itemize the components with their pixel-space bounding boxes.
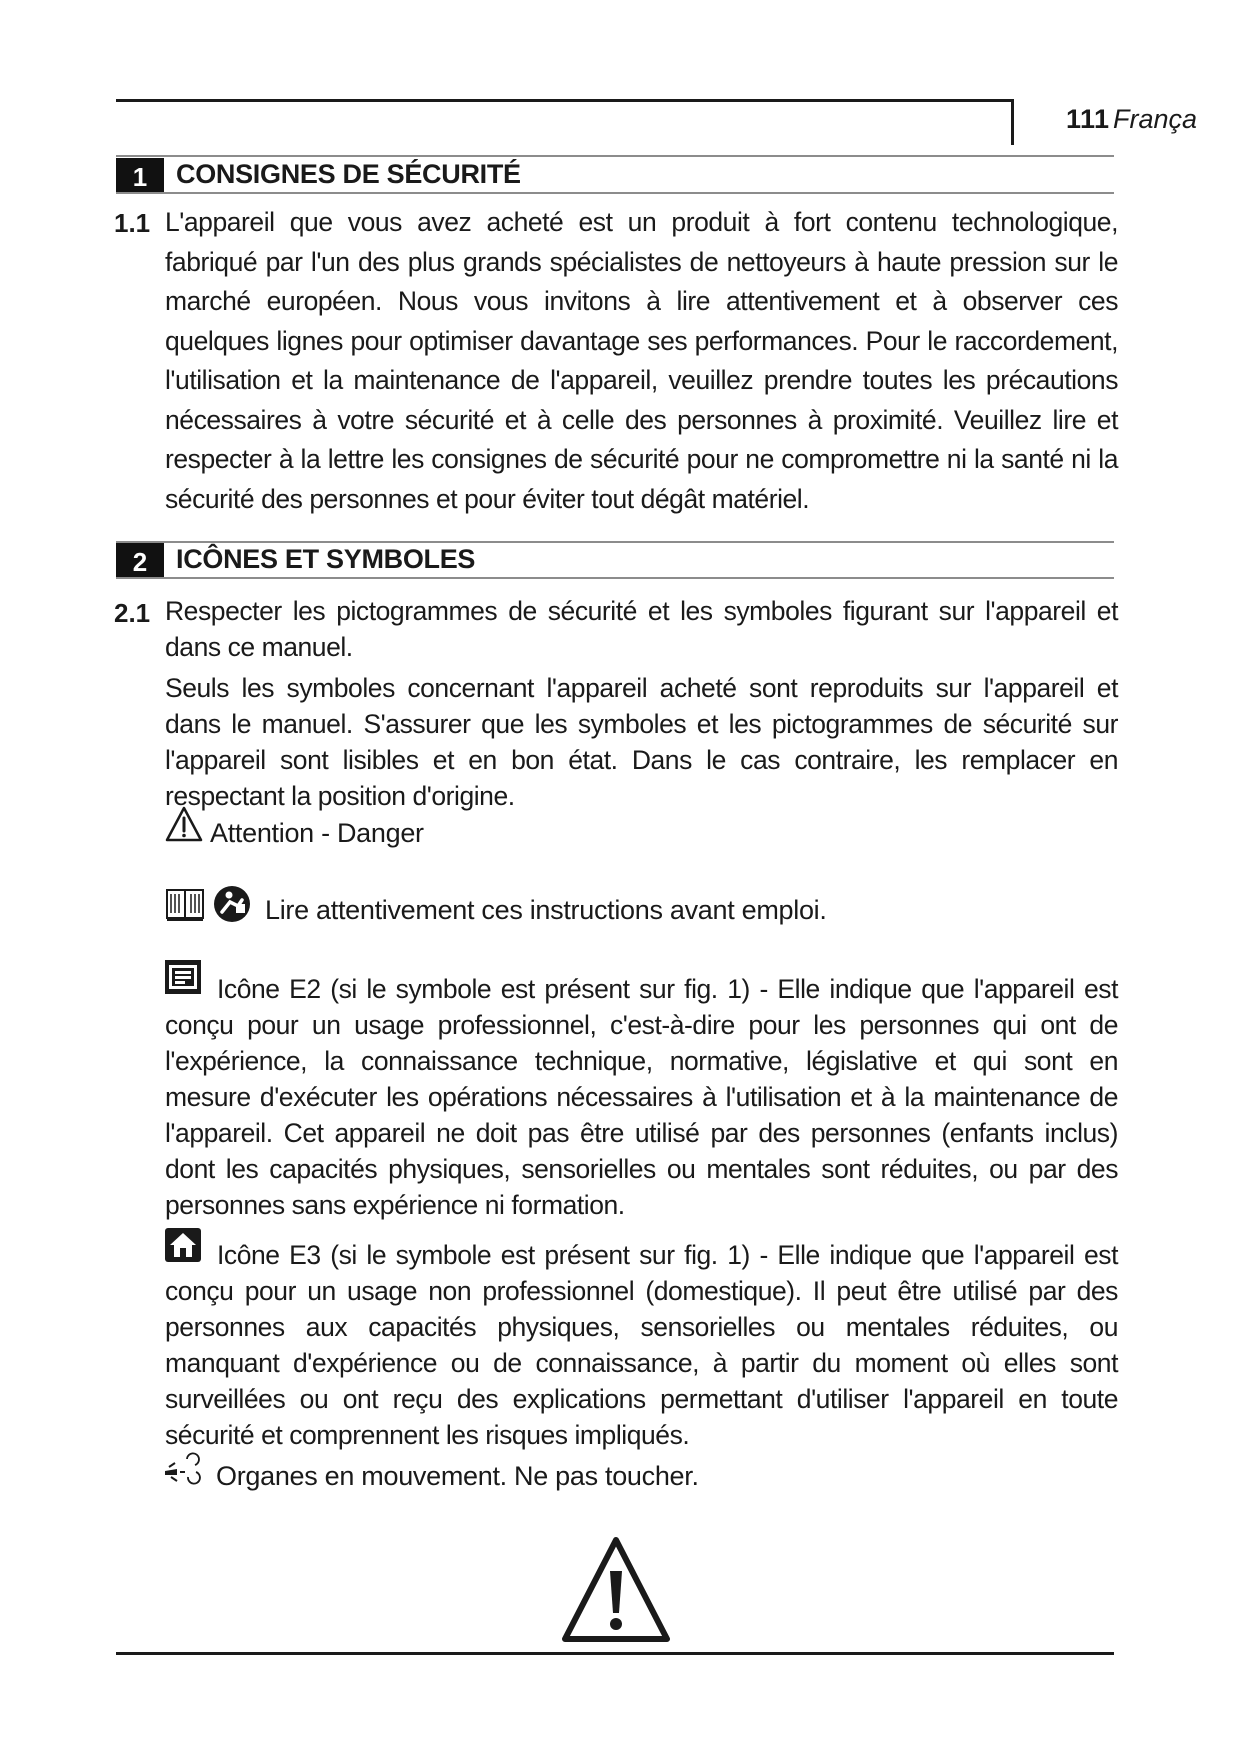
- large-warning-triangle-icon: [560, 1535, 672, 1645]
- read-instructions-label: Lire attentivement ces instructions avant emploi.: [265, 895, 827, 925]
- attention-danger-label: Attention - Danger: [210, 818, 424, 848]
- read-manual-icon: [212, 884, 252, 924]
- page-language: França: [1113, 104, 1198, 134]
- footer-rule: [116, 1652, 1114, 1655]
- section-1-rule-bottom: [116, 192, 1114, 194]
- header-rule: [116, 99, 1014, 102]
- section-1-number: 1: [116, 158, 164, 194]
- page-number: 111: [1066, 104, 1110, 134]
- e3-description: Icône E3 (si le symbole est présent sur fig. 1) - Elle indique que l'appareil est conçu pour un usage non professionnel (domestique). Il peut être utilisé par des personnes aux capacités physiques, sensorielles ou mentales réduites, ou manquant d'expérience ou de connaissance, à partir du moment où elles sont surveillées ou ont reçu des explications permettant d'utiliser l'appareil en toute sécurité et comprennent les risques impliqués.: [165, 1240, 1118, 1450]
- warning-triangle-icon: [165, 806, 203, 842]
- section-1-title: CONSIGNES DE SÉCURITÉ: [176, 159, 521, 189]
- moving-parts-label: Organes en mouvement. Ne pas toucher.: [216, 1461, 699, 1491]
- paragraph-number-1-1: 1.1: [114, 208, 151, 238]
- moving-parts-icon: [163, 1449, 203, 1489]
- paragraph-2-1-intro: Respecter les pictogrammes de sécurité et les symboles figurant sur l'appareil et dans ce manuel.: [165, 596, 1118, 662]
- section-2-number: 2: [116, 543, 164, 579]
- paragraph-number-2-1: 2.1: [114, 598, 151, 628]
- section-2-title: ICÔNES ET SYMBOLES: [176, 544, 476, 574]
- section-2-rule-bottom: [116, 577, 1114, 579]
- header-rule-tick: [1011, 99, 1014, 145]
- e2-description: Icône E2 (si le symbole est présent sur fig. 1) - Elle indique que l'appareil est conçu pour un usage professionnel, c'est-à-dire pour les personnes qui ont de l'expérience, la connaissance technique, normative, législative et qui sont en mesure d'exécuter les opérations nécessaires à l'utilisation et à la maintenance de l'appareil. Cet appareil ne doit pas être utilisé par des personnes (enfants inclus) dont les capacités physiques, sensorielles ou mentales sont réduites, ou par des personnes sans expérience ni formation.: [165, 974, 1118, 1220]
- paragraph-2-1-details: Seuls les symboles concernant l'appareil acheté sont reproduits sur l'appareil et dans le manuel. S'assurer que les symboles et les pictogrammes de sécurité sur l'appareil sont lisibles et en bon état. Dans le cas contraire, les remplacer en respectant la position d'origine.: [165, 673, 1118, 811]
- paragraph-1-1: L'appareil que vous avez acheté est un produit à fort contenu technologique, fabriqué par l'un des plus grands spécialistes de nettoyeurs à haute pression sur le marché européen. Nous vous invitons à lire attentivement et à observer ces quelques lignes pour optimiser davantage ses performances. Pour le raccordement, l'utilisation et la maintenance de l'appareil, veuillez prendre toutes les précautions nécessaires à votre sécurité et à celle des personnes à proximité. Veuillez lire et respecter à la lettre les consignes de sécurité pour ne compromettre ni la santé ni la sécurité des personnes et pour éviter tout dégât matériel.: [165, 207, 1118, 514]
- open-book-icon: [165, 886, 205, 922]
